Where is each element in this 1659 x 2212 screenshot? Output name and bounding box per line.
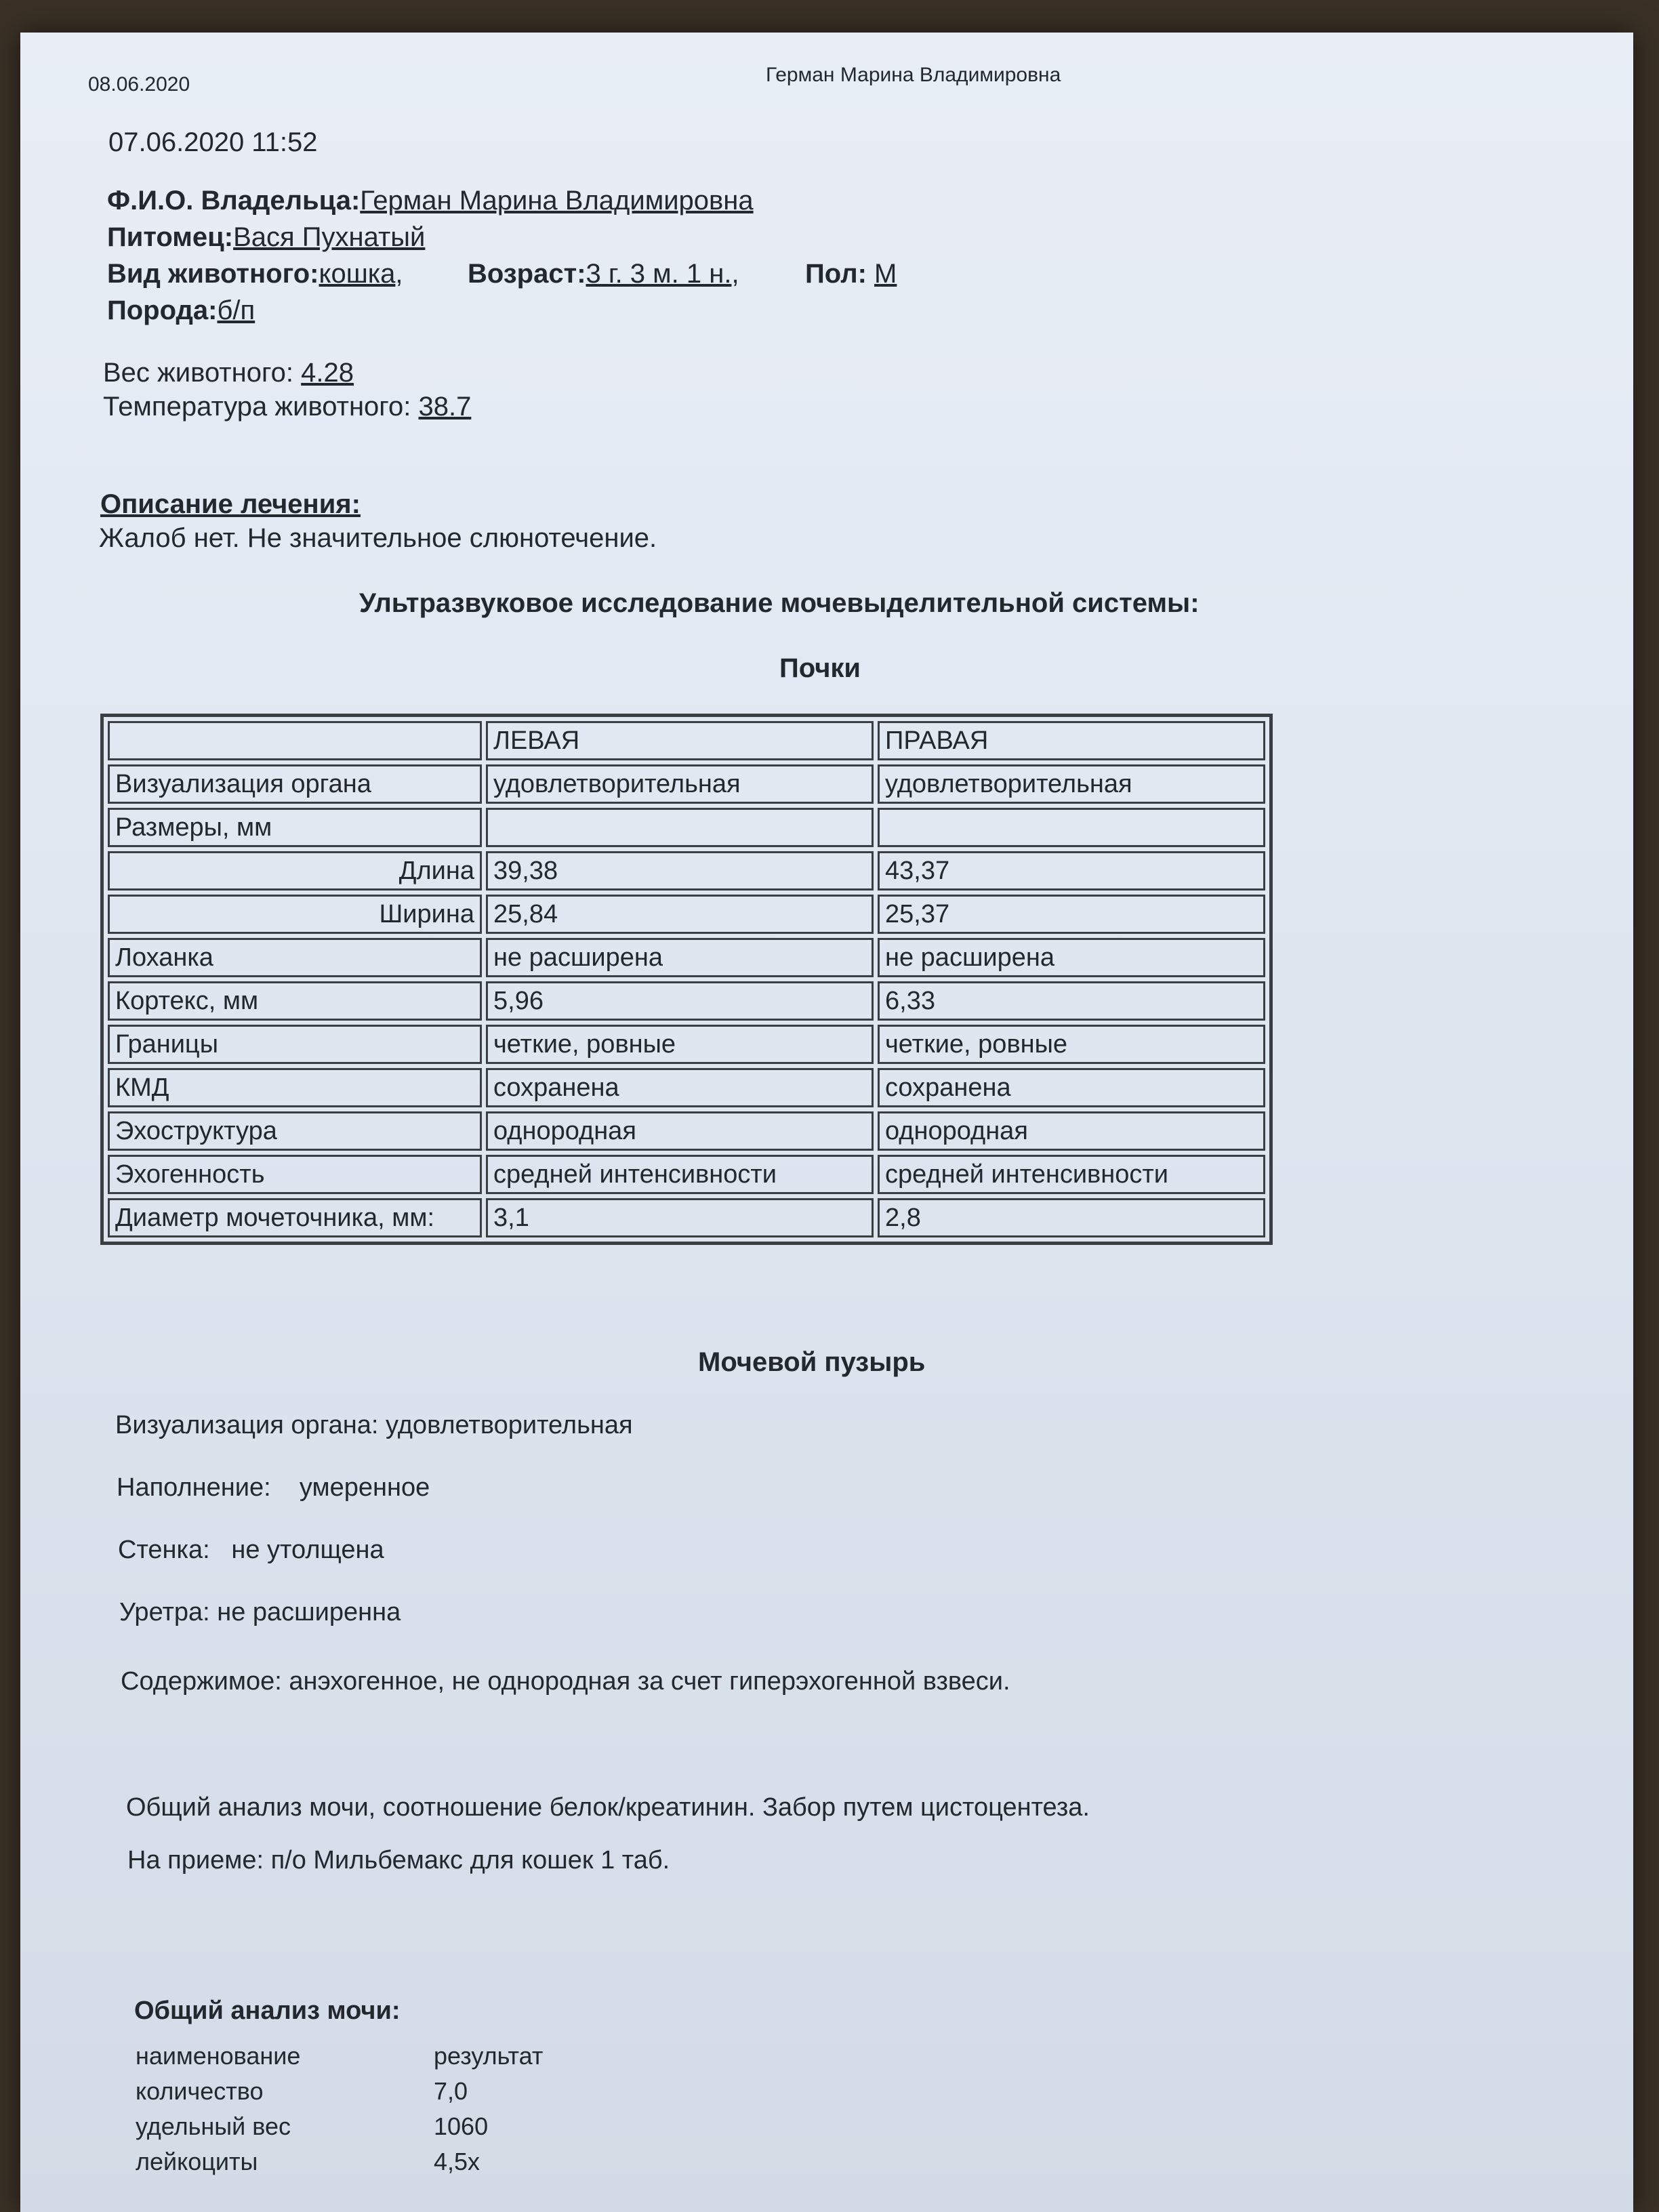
treatment-label: Описание лечения: xyxy=(100,489,361,519)
table-row xyxy=(108,851,1265,890)
table-row xyxy=(108,808,1265,847)
left-value: удовлетворительная xyxy=(486,764,874,804)
table-header-right: ПРАВАЯ xyxy=(878,721,1265,760)
breed-line xyxy=(107,295,255,326)
row-label: Длина xyxy=(108,851,482,890)
pet-value: Вася Пухнатый xyxy=(233,222,426,252)
right-value: средней интенсивности xyxy=(878,1155,1265,1194)
species-sep: , xyxy=(395,259,403,289)
urinalysis-title: Общий анализ мочи: xyxy=(134,1996,401,2025)
right-value xyxy=(878,808,1265,847)
table-row xyxy=(108,938,1265,977)
table-row xyxy=(108,1025,1265,1064)
row-label: Эхоструктура xyxy=(108,1111,482,1151)
right-value: сохранена xyxy=(878,1068,1265,1107)
sex-line xyxy=(805,259,897,289)
right-value: 6,33 xyxy=(878,981,1265,1021)
left-value: сохранена xyxy=(486,1068,874,1107)
left-value: 39,38 xyxy=(486,851,874,890)
table-header-cell xyxy=(108,721,482,760)
weight-value: 4.28 xyxy=(301,358,354,388)
document-page xyxy=(20,33,1633,2212)
row-label: КМД xyxy=(108,1068,482,1107)
row-label: Лоханка xyxy=(108,938,482,977)
urinalysis-result: 7,0 xyxy=(434,2077,468,2105)
age-label: Возраст: xyxy=(468,259,586,289)
right-value: однородная xyxy=(878,1111,1265,1151)
left-value: четкие, ровные xyxy=(486,1025,874,1064)
row-label: Размеры, мм xyxy=(108,808,482,847)
row-label: Визуализация органа xyxy=(108,764,482,804)
kidneys-title: Почки xyxy=(779,653,861,683)
treatment-text: Жалоб нет. Не значительное слюнотечение. xyxy=(99,523,657,553)
plan-at-visit: На приеме: п/о Мильбемакс для кошек 1 таб. xyxy=(127,1846,670,1875)
urinalysis-table xyxy=(136,2039,543,2179)
table-row xyxy=(136,2144,543,2179)
table-row xyxy=(108,1111,1265,1151)
sex-value: М xyxy=(874,259,897,289)
owner-value: Герман Марина Владимировна xyxy=(360,186,754,216)
table-row xyxy=(108,1198,1265,1237)
pet-line xyxy=(107,222,425,253)
row-label: Диаметр мочеточника, мм: xyxy=(108,1198,482,1237)
right-value: не расширена xyxy=(878,938,1265,977)
table-row xyxy=(136,2109,543,2144)
right-value: 43,37 xyxy=(878,851,1265,890)
ultrasound-title: Ультразвуковое исследование мочевыделительной системы: xyxy=(359,588,1200,618)
temperature-value: 38.7 xyxy=(418,392,472,422)
sex-label: Пол: xyxy=(805,259,867,289)
species-line xyxy=(107,259,403,289)
breed-value: б/п xyxy=(217,295,255,325)
right-value: 2,8 xyxy=(878,1198,1265,1237)
visit-datetime: 07.06.2020 11:52 xyxy=(108,127,318,157)
bladder-visualization: Визуализация органа: удовлетворительная xyxy=(115,1411,633,1439)
urinalysis-header-row xyxy=(136,2039,543,2074)
table-row xyxy=(108,1068,1265,1107)
right-value: 25,37 xyxy=(878,895,1265,934)
urinalysis-header-result: результат xyxy=(434,2042,544,2070)
row-label: Ширина xyxy=(108,895,482,934)
urinalysis-name: количество xyxy=(136,2077,264,2105)
age-line xyxy=(468,259,739,289)
urinalysis-name: лейкоциты xyxy=(136,2148,258,2175)
owner-line xyxy=(107,186,754,216)
kidneys-table xyxy=(100,714,1273,1245)
table-row xyxy=(108,895,1265,934)
left-value: 5,96 xyxy=(486,981,874,1021)
left-value: 25,84 xyxy=(486,895,874,934)
left-value: средней интенсивности xyxy=(486,1155,874,1194)
weight-line xyxy=(103,358,354,388)
table-row xyxy=(136,2074,543,2109)
plan-analysis: Общий анализ мочи, соотношение белок/креатинин. Забор путем цистоцентеза. xyxy=(126,1793,1090,1822)
weight-label: Вес животного: xyxy=(103,358,294,388)
bladder-urethra: Уретра: не расширенна xyxy=(119,1598,401,1626)
urinalysis-header-name: наименование xyxy=(136,2042,301,2070)
bladder-contents: Содержимое: анэхогенное, не однородная за счет гиперэхогенной взвеси. xyxy=(121,1667,1010,1696)
urinalysis-result: 4,5х xyxy=(434,2148,480,2175)
owner-label: Ф.И.О. Владельца: xyxy=(107,186,361,216)
temperature-line xyxy=(103,392,471,422)
pet-label: Питомец: xyxy=(107,222,234,252)
header-owner-name: Герман Марина Владимировна xyxy=(766,64,1061,86)
row-label: Кортекс, мм xyxy=(108,981,482,1021)
age-sep: , xyxy=(731,259,739,289)
bladder-title: Мочевой пузырь xyxy=(698,1347,926,1377)
left-value: не расширена xyxy=(486,938,874,977)
left-value: 3,1 xyxy=(486,1198,874,1237)
row-label: Границы xyxy=(108,1025,482,1064)
table-header-row xyxy=(108,721,1265,760)
right-value: удовлетворительная xyxy=(878,764,1265,804)
species-label: Вид животного: xyxy=(107,259,319,289)
species-value: кошка xyxy=(319,259,396,289)
age-value: 3 г. 3 м. 1 н. xyxy=(586,259,732,289)
right-value: четкие, ровные xyxy=(878,1025,1265,1064)
bladder-filling: Наполнение: умеренное xyxy=(117,1473,430,1502)
table-row xyxy=(108,981,1265,1021)
urinalysis-name: удельный вес xyxy=(136,2112,291,2140)
table-row xyxy=(108,764,1265,804)
bladder-wall: Стенка: не утолщена xyxy=(118,1536,384,1564)
row-label: Эхогенность xyxy=(108,1155,482,1194)
left-value xyxy=(486,808,874,847)
table-header-left: ЛЕВАЯ xyxy=(486,721,874,760)
left-value: однородная xyxy=(486,1111,874,1151)
temperature-label: Температура животного: xyxy=(103,392,411,422)
urinalysis-result: 1060 xyxy=(434,2112,489,2140)
print-date: 08.06.2020 xyxy=(88,73,190,96)
breed-label: Порода: xyxy=(107,295,218,325)
table-row xyxy=(108,1155,1265,1194)
